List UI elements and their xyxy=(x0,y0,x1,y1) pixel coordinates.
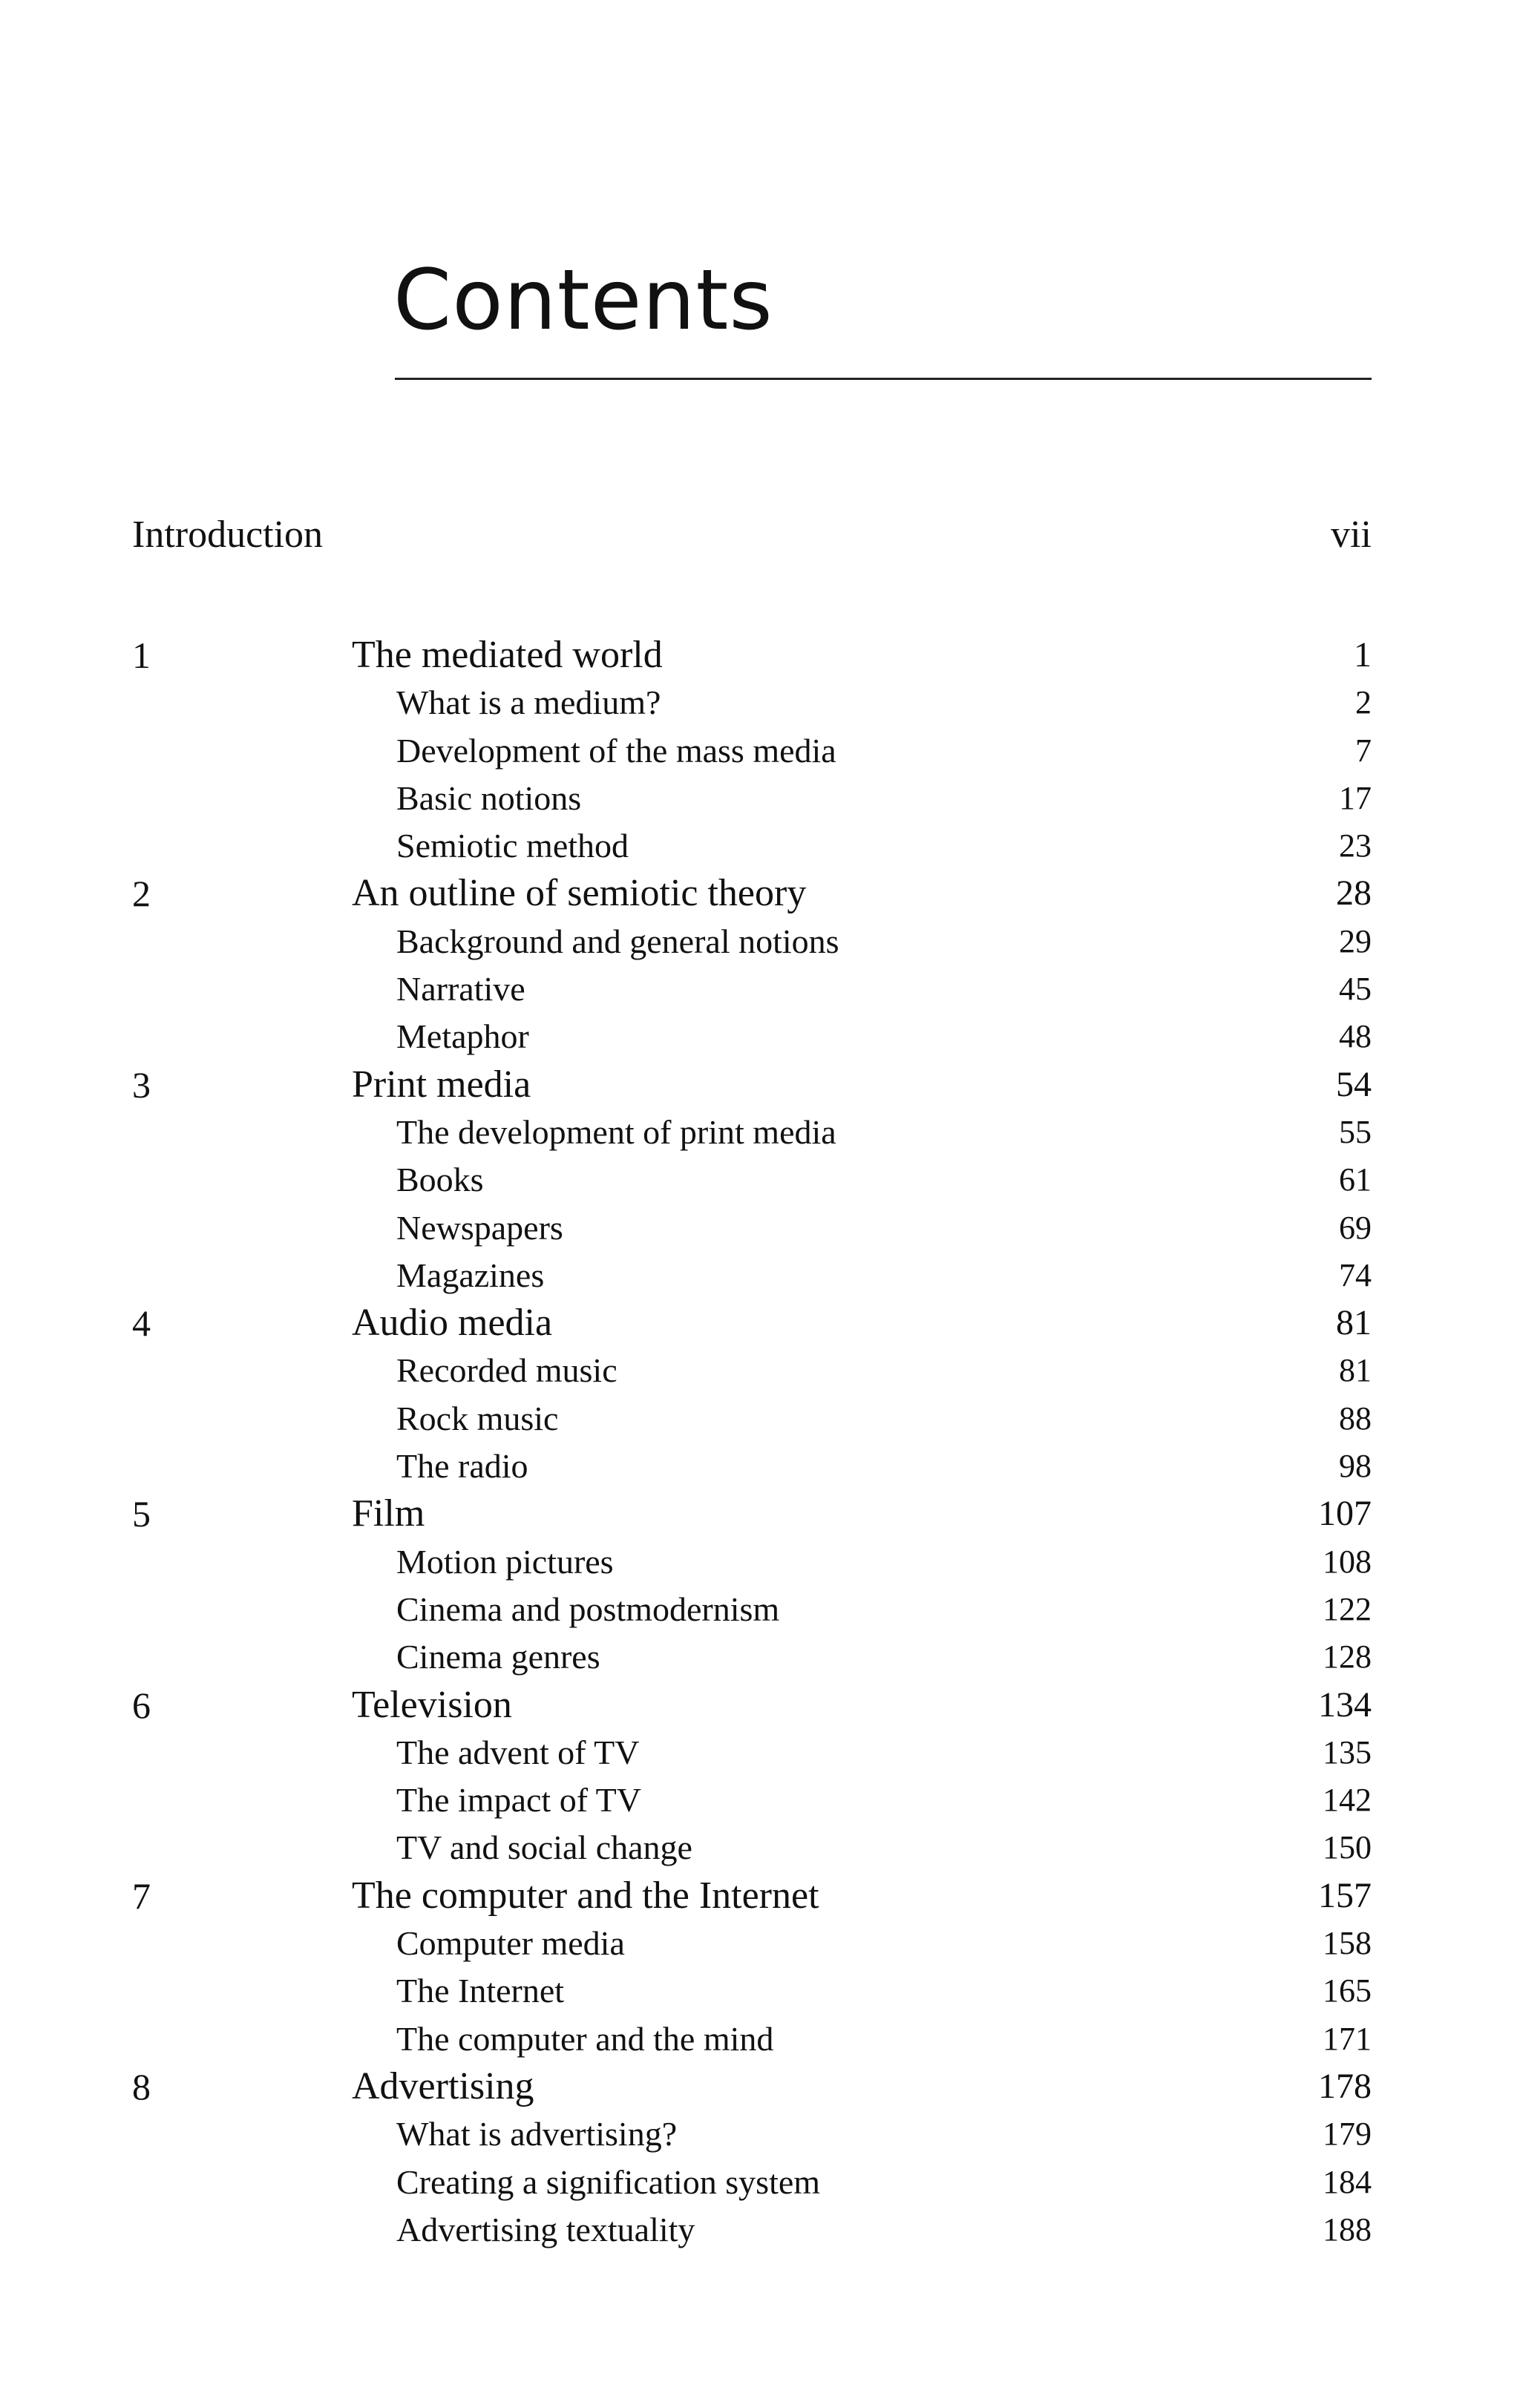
section-row[interactable] xyxy=(0,1633,1520,1681)
section-page-number: 17 xyxy=(1339,779,1372,816)
table-of-contents xyxy=(0,631,1520,2254)
section-row[interactable] xyxy=(0,1395,1520,1443)
section-page-number: 69 xyxy=(1339,1209,1372,1246)
section-page-number: 128 xyxy=(1323,1638,1372,1676)
section-page-number: 45 xyxy=(1339,971,1372,1008)
section-title[interactable]: The advent of TV xyxy=(396,1733,640,1771)
section-row[interactable] xyxy=(0,1729,1520,1777)
chapter-page-number: 1 xyxy=(1354,635,1372,675)
section-row[interactable] xyxy=(0,727,1520,775)
section-page-number: 88 xyxy=(1339,1400,1372,1437)
section-page-number: 29 xyxy=(1339,922,1372,959)
section-page-number: 108 xyxy=(1323,1543,1372,1580)
section-title[interactable]: Cinema and postmodernism xyxy=(396,1590,780,1628)
chapter-number: 5 xyxy=(132,1493,151,1535)
section-row[interactable] xyxy=(0,2110,1520,2158)
section-page-number: 81 xyxy=(1339,1352,1372,1389)
section-row[interactable] xyxy=(0,918,1520,965)
section-row[interactable] xyxy=(0,1777,1520,1824)
chapter-row[interactable] xyxy=(0,1299,1520,1347)
chapter-number: 2 xyxy=(132,873,151,915)
section-page-number: 184 xyxy=(1323,2163,1372,2200)
section-row[interactable] xyxy=(0,1538,1520,1586)
section-page-number: 2 xyxy=(1355,684,1372,721)
section-title[interactable]: The development of print media xyxy=(396,1112,836,1151)
title-divider xyxy=(395,378,1372,380)
section-row[interactable] xyxy=(0,1156,1520,1204)
chapter-row[interactable] xyxy=(0,1061,1520,1109)
section-title[interactable]: Semiotic method xyxy=(396,827,629,865)
section-page-number: 74 xyxy=(1339,1256,1372,1293)
chapter-page-number: 157 xyxy=(1318,1875,1372,1915)
section-title[interactable]: Recorded music xyxy=(396,1351,618,1390)
section-row[interactable] xyxy=(0,1967,1520,2015)
section-row[interactable] xyxy=(0,2015,1520,2063)
chapter-page-number: 178 xyxy=(1318,2066,1372,2106)
chapter-row[interactable] xyxy=(0,870,1520,917)
section-title[interactable]: Rock music xyxy=(396,1399,559,1437)
section-title[interactable]: Metaphor xyxy=(396,1017,529,1056)
section-page-number: 142 xyxy=(1323,1782,1372,1819)
section-row[interactable] xyxy=(0,822,1520,870)
chapter-page-number: 54 xyxy=(1336,1064,1372,1104)
page-title: Contents xyxy=(393,252,773,349)
chapter-page-number: 134 xyxy=(1318,1684,1372,1725)
section-title[interactable]: TV and social change xyxy=(396,1828,692,1867)
section-page-number: 135 xyxy=(1323,1733,1372,1771)
chapter-title[interactable]: Print media xyxy=(352,1063,531,1106)
section-row[interactable] xyxy=(0,2206,1520,2254)
chapter-number: 6 xyxy=(132,1684,151,1726)
section-page-number: 23 xyxy=(1339,827,1372,865)
section-title[interactable]: The computer and the mind xyxy=(396,2019,774,2058)
chapter-row[interactable] xyxy=(0,1490,1520,1538)
chapter-row[interactable] xyxy=(0,2063,1520,2110)
section-page-number: 61 xyxy=(1339,1161,1372,1198)
section-row[interactable] xyxy=(0,1013,1520,1060)
section-page-number: 188 xyxy=(1323,2211,1372,2248)
section-row[interactable] xyxy=(0,1204,1520,1252)
section-page-number: 48 xyxy=(1339,1018,1372,1055)
section-title[interactable]: Basic notions xyxy=(396,778,582,817)
section-title[interactable]: Narrative xyxy=(396,970,525,1008)
section-page-number: 158 xyxy=(1323,1925,1372,1962)
section-page-number: 165 xyxy=(1323,1972,1372,2010)
section-title[interactable]: Newspapers xyxy=(396,1208,563,1247)
chapter-title[interactable]: An outline of semiotic theory xyxy=(352,872,807,915)
introduction-label[interactable]: Introduction xyxy=(132,514,324,556)
section-title[interactable]: What is advertising? xyxy=(396,2115,678,2153)
section-title[interactable]: Advertising textuality xyxy=(396,2210,695,2248)
section-row[interactable] xyxy=(0,1920,1520,1967)
chapter-row[interactable] xyxy=(0,1872,1520,1920)
section-row[interactable] xyxy=(0,965,1520,1013)
section-row[interactable] xyxy=(0,1109,1520,1156)
section-page-number: 150 xyxy=(1323,1829,1372,1866)
chapter-title[interactable]: Advertising xyxy=(352,2064,534,2107)
section-page-number: 122 xyxy=(1323,1590,1372,1627)
chapter-number: 4 xyxy=(132,1302,151,1345)
section-title[interactable]: Computer media xyxy=(396,1924,625,1963)
section-row[interactable] xyxy=(0,679,1520,726)
section-title[interactable]: The impact of TV xyxy=(396,1781,641,1820)
section-row[interactable] xyxy=(0,1586,1520,1633)
chapter-number: 8 xyxy=(132,2065,151,2107)
section-page-number: 179 xyxy=(1323,2116,1372,2153)
section-row[interactable] xyxy=(0,2159,1520,2206)
section-page-number: 55 xyxy=(1339,1113,1372,1150)
section-title[interactable]: Development of the mass media xyxy=(396,731,836,770)
section-page-number: 7 xyxy=(1355,732,1372,769)
chapter-number: 3 xyxy=(132,1063,151,1106)
section-title[interactable]: What is a medium? xyxy=(396,683,661,722)
section-title[interactable]: Books xyxy=(396,1161,484,1199)
chapter-page-number: 107 xyxy=(1318,1494,1372,1534)
chapter-row[interactable] xyxy=(0,631,1520,679)
section-title[interactable]: The radio xyxy=(396,1447,528,1486)
section-row[interactable] xyxy=(0,775,1520,822)
chapter-title[interactable]: Audio media xyxy=(352,1302,553,1345)
section-row[interactable] xyxy=(0,1824,1520,1871)
chapter-number: 1 xyxy=(132,634,151,676)
chapter-number: 7 xyxy=(132,1874,151,1917)
chapter-row[interactable] xyxy=(0,1682,1520,1729)
section-row[interactable] xyxy=(0,1252,1520,1299)
section-row[interactable] xyxy=(0,1443,1520,1490)
chapter-page-number: 81 xyxy=(1336,1303,1372,1343)
section-title[interactable]: Creating a signification system xyxy=(396,2162,821,2201)
chapter-title[interactable]: Television xyxy=(352,1683,512,1726)
section-page-number: 98 xyxy=(1339,1448,1372,1485)
introduction-page-number: vii xyxy=(1331,514,1372,556)
section-page-number: 171 xyxy=(1323,2020,1372,2057)
section-title[interactable]: Motion pictures xyxy=(396,1542,614,1581)
section-title[interactable]: The Internet xyxy=(396,1972,565,2010)
chapter-title[interactable]: The mediated world xyxy=(352,634,663,676)
section-title[interactable]: Background and general notions xyxy=(396,922,839,960)
section-title[interactable]: Cinema genres xyxy=(396,1638,600,1676)
chapter-title[interactable]: The computer and the Internet xyxy=(352,1874,819,1917)
chapter-page-number: 28 xyxy=(1336,873,1372,913)
chapter-title[interactable]: Film xyxy=(352,1492,425,1535)
section-row[interactable] xyxy=(0,1347,1520,1394)
section-title[interactable]: Magazines xyxy=(396,1256,545,1294)
